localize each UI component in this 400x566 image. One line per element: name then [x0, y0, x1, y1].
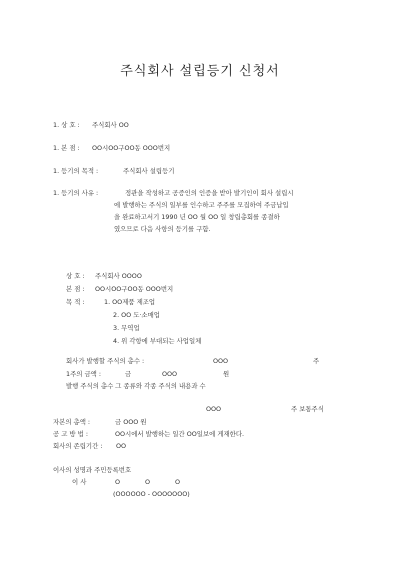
- head-office-label: 1. 본 점 :: [53, 144, 80, 152]
- purpose-item: 3. 무역업: [113, 324, 140, 332]
- company-name-value: 주식회사 OOOO: [95, 272, 142, 280]
- reason-line: 에 발행하는 주식의 일부를 인수하고 주주를 모집하여 주금납입: [114, 201, 289, 209]
- issued-shares-label: 발행 주식의 총수 그 종류와 각종 주식의 내용과 수: [66, 382, 206, 390]
- director-name-mark: O: [175, 478, 181, 486]
- directors-heading: 이사의 성명과 주민등록번호: [53, 466, 132, 474]
- office-label: 본 점 :: [66, 285, 85, 293]
- total-authorized-shares-value: OOO: [213, 357, 229, 365]
- director-id-number: (OOOOOO - OOOOOOO): [113, 490, 190, 498]
- reason-line: 정관을 작성하고 공증인의 인증을 받아 발기인이 회사 설립시: [125, 189, 294, 197]
- head-office-value: OO시OO구OO동 OOO번지: [92, 144, 171, 152]
- par-value-prefix: 금: [125, 370, 132, 378]
- office-value: OO시OO구OO동 OOO번지: [95, 285, 174, 293]
- purpose-label: 목 적 :: [66, 298, 85, 306]
- trade-name-value: 주식회사 OO: [92, 121, 129, 129]
- director-role: 이 사: [72, 478, 87, 486]
- capital-total-label: 자본의 총액 :: [53, 418, 91, 426]
- company-name-label: 상 호 :: [66, 272, 85, 280]
- trade-name-label: 1. 상 호 :: [53, 121, 80, 129]
- par-value-label: 1주의 금액 :: [66, 370, 101, 378]
- purpose-item: 1. OO제품 제조업: [104, 298, 156, 306]
- purpose-item: 2. OO 도·소매업: [113, 311, 160, 319]
- reason-line: 을 완료하고서기 1990 년 OO 월 OO 일 창립총회를 종결하: [114, 213, 280, 221]
- registration-purpose-label: 1. 등기의 목적 :: [53, 167, 99, 175]
- document-title: 주식회사 설립등기 신청서: [120, 64, 280, 79]
- issued-shares-value: OOO: [206, 405, 222, 413]
- duration-label: 회사의 존립기간 :: [53, 442, 103, 450]
- notice-method-label: 공 고 방 법 :: [53, 430, 88, 438]
- registration-purpose-value: 주식회사 설립등기: [123, 167, 175, 175]
- director-name-mark: O: [145, 478, 151, 486]
- par-value-unit: 원: [223, 370, 230, 378]
- issued-shares-unit: 주 보통주식: [291, 405, 324, 413]
- registration-reason-label: 1. 등기의 사유 :: [53, 189, 99, 197]
- director-name-mark: O: [115, 478, 121, 486]
- notice-method-value: OO시에서 발행하는 일간 OO일보에 게재한다.: [115, 430, 245, 438]
- total-authorized-shares-unit: 주: [313, 357, 320, 365]
- capital-total-value: 금 OOO 원: [115, 418, 147, 426]
- par-value-amount: OOO: [162, 370, 178, 378]
- duration-value: OO: [116, 442, 127, 450]
- purpose-item: 4. 위 각항에 부대되는 사업일체: [113, 337, 202, 345]
- total-authorized-shares-label: 회사가 발행할 주식의 총수 :: [66, 357, 145, 365]
- reason-line: 였으므로 다음 사항의 등기를 구함.: [114, 225, 211, 233]
